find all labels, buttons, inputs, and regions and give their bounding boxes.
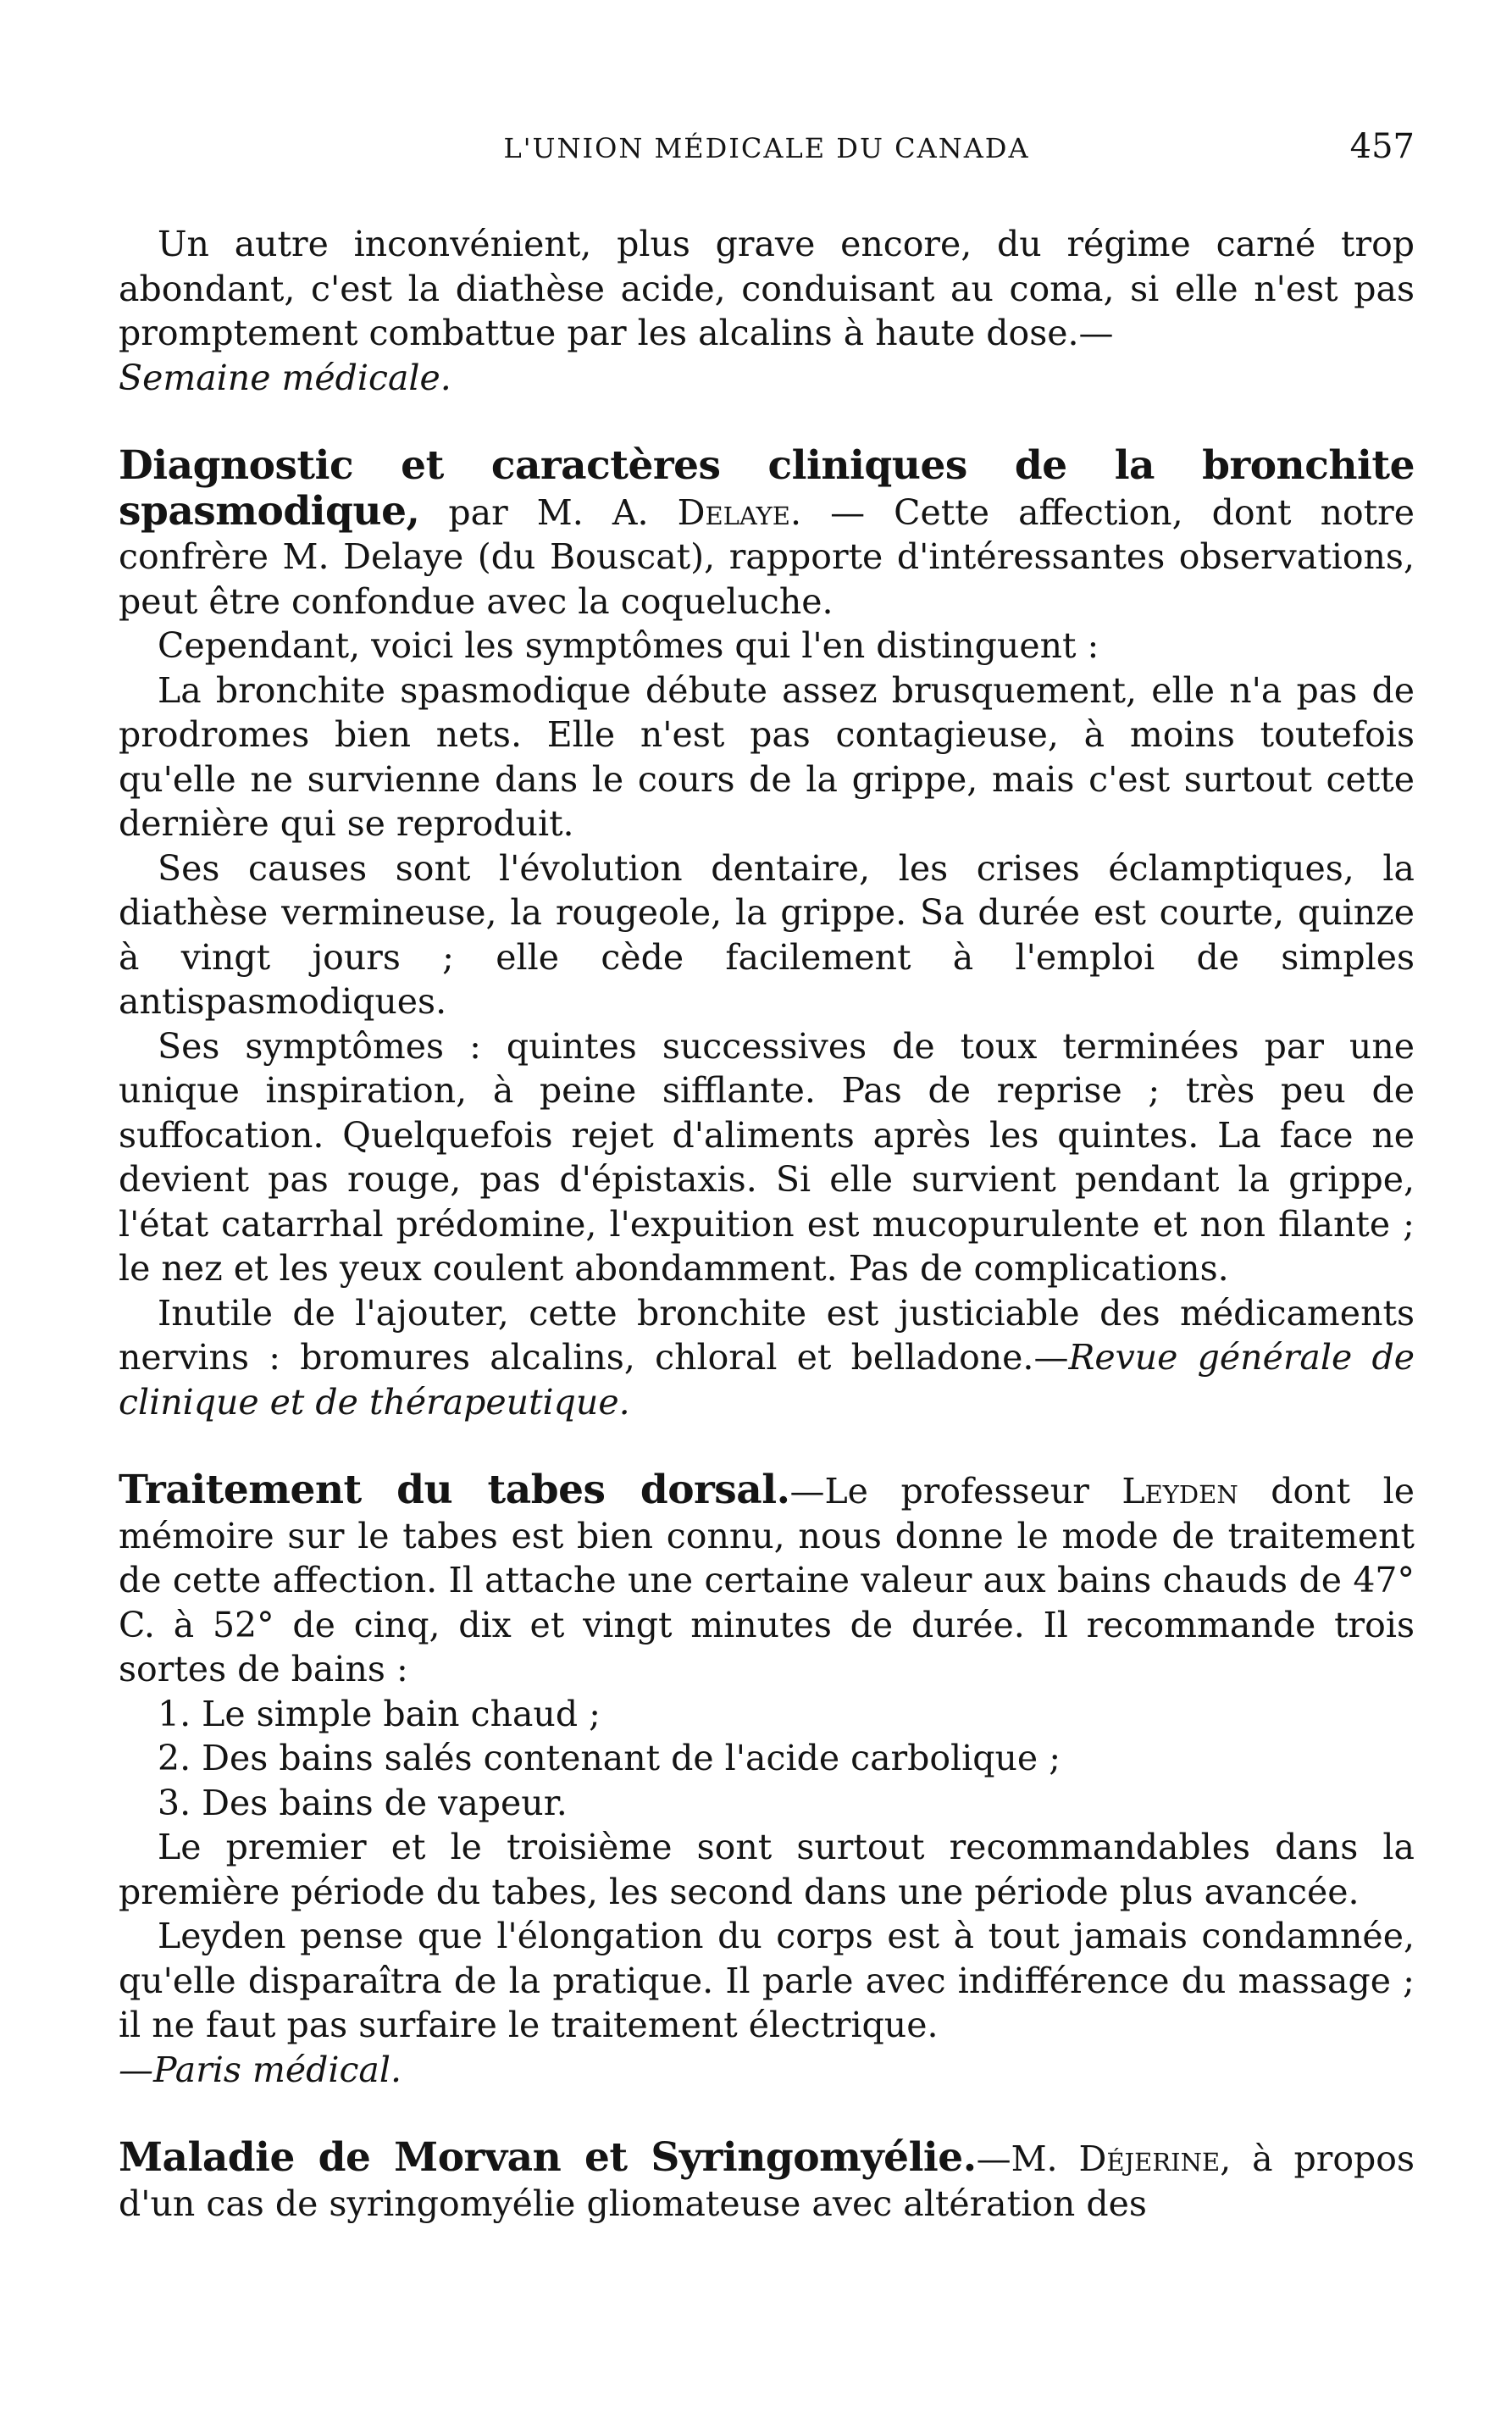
source-citation: Revue générale de clinique et de thérapeutique. (119, 1337, 1415, 1423)
paragraph: Ses causes sont l'évolution dentaire, les crises éclamptiques, la diathèse vermineuse, la rougeole, la grippe. Sa durée est courte, quinze à vingt jours ; elle cède facilement à l'emploi de simples antispasmodiques. (119, 847, 1415, 1022)
intro-text: , à propos d'un cas de syringomyélie gliomateuse avec altération des (119, 2138, 1415, 2224)
paragraph (119, 1291, 1415, 1425)
intro-text: . — Cette affection, dont notre confrère M. Delaye (du Bouscat), rapporte d'intéressantes observations, peut être confondue avec la coqueluche. (119, 491, 1415, 622)
source-citation: —Paris médical. (119, 2049, 402, 2090)
source-citation: Semaine médicale. (119, 357, 451, 398)
paragraph: Ses symptômes : quintes successives de toux terminées par une unique inspiration, à peine sifflante. Pas de reprise ; très peu de suffocation. Quelquefois rejet d'aliments après les quintes. La face ne devient pas rouge, pas d'épistaxis. Si elle survient pendant la grippe, l'état catarrhal prédomine, l'expuition est mucopurulente et non filante ; le nez et les yeux coulent abondamment. Pas de complications. (119, 1025, 1415, 1289)
intro-prefix: —Le professeur (789, 1471, 1122, 1511)
list-item: 3. Des bains de vapeur. (158, 1782, 568, 1823)
author-name: Leyden (1122, 1471, 1238, 1511)
author-name: Déjerine (1078, 2138, 1221, 2179)
paragraph (119, 222, 1415, 400)
paragraph: Cependant, voici les symptômes qui l'en distinguent : (158, 625, 1099, 666)
byline-prefix: par M. A. (419, 491, 678, 533)
running-title: L'UNION MÉDICALE DU CANADA (503, 132, 1030, 164)
article-headline: Traitement du tabes dorsal. (119, 1467, 790, 1513)
intro-text: dont le mémoire sur le tabes est bien connu, nous donne le mode de traitement de cette affection. Il attache une certaine valeur aux bains chauds de 47° C. à 52° de cinq, dix et vingt minutes de durée. Il recommande trois sortes de bains : (119, 1471, 1415, 1689)
paragraph (119, 1914, 1415, 2092)
article-intro (119, 444, 1415, 624)
article-intro (119, 2136, 1415, 2226)
article-intro (119, 1468, 1415, 1692)
article-maladie-de-morvan (119, 2136, 1415, 2226)
paragraph-text: Leyden pense que l'élongation du corps est à tout jamais condamnée, qu'elle disparaîtra de la pratique. Il parle avec indifférence du massage ; il ne faut pas surfaire le traitement électrique. (119, 1916, 1415, 2045)
article-headline: Maladie de Morvan et Syringomyélie. (119, 2134, 977, 2181)
paragraph: Le premier et le troisième sont surtout recommandables dans la première période du tabes, les second dans une période plus avancée. (119, 1827, 1415, 1912)
page-number: 457 (1349, 127, 1415, 166)
article-headline: Diagnostic et caractères cliniques de la bronchite spasmodique, (119, 442, 1415, 535)
running-head (119, 127, 1415, 178)
article-regime-carne (119, 222, 1415, 400)
article-tabes-dorsal (119, 1468, 1415, 2092)
intro-prefix: —M. (976, 2138, 1079, 2179)
list-item: 2. Des bains salés contenant de l'acide carbolique ; (158, 1738, 1061, 1778)
article-bronchite-spasmodique (119, 444, 1415, 1424)
paragraph-text: Inutile de l'ajouter, cette bronchite est justiciable des médicaments nervins : bromures alcalins, chloral et belladone.— (119, 1292, 1415, 1378)
document-page (119, 127, 1415, 2226)
author-name: Delaye (677, 491, 790, 533)
paragraph-text: Un autre inconvénient, plus grave encore, du régime carné trop abondant, c'est la diathèse acide, conduisant au coma, si elle n'est pas promptement combattue par les alcalins à haute dose.— (119, 224, 1415, 353)
list-item: 1. Le simple bain chaud ; (158, 1693, 601, 1734)
paragraph: La bronchite spasmodique débute assez brusquement, elle n'a pas de prodromes bien nets. Elle n'est pas contagieuse, à moins toutefois qu'elle ne survienne dans le cours de la grippe, mais c'est surtout cette dernière qui se reproduit. (119, 669, 1415, 844)
